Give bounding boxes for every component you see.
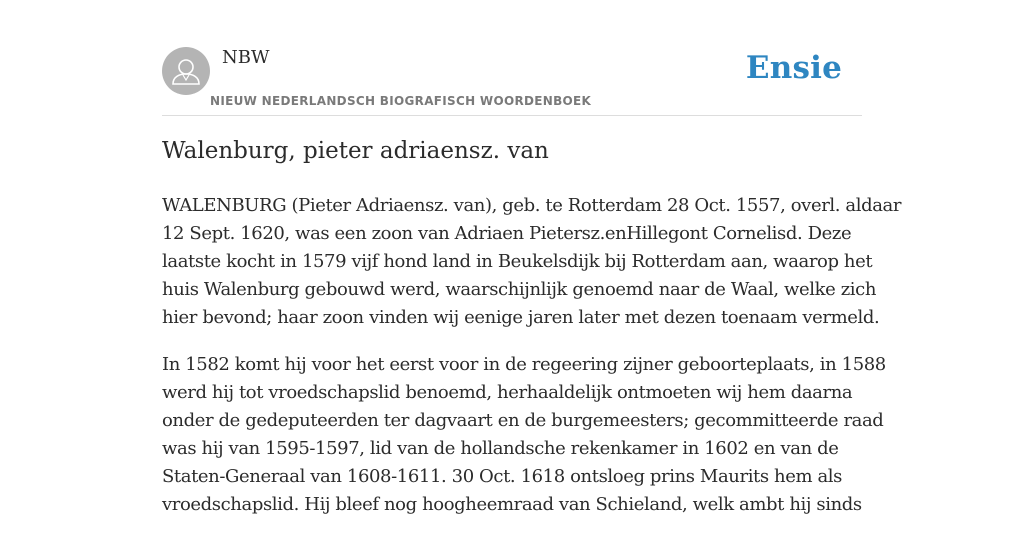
article-paragraph [162,192,902,332]
paragraph-line: Staten-Generaal van 1608-1611. 30 Oct. 1618 ontsloeg prins Maurits hem als [162,466,843,487]
paragraph-line: In 1582 komt hij voor het eerst voor in de regeering zijner geboorteplaats, in 1588 [162,354,886,375]
article-paragraph [162,351,886,519]
paragraph-line: WALENBURG (Pieter Adriaensz. van), geb. te Rotterdam 28 Oct. 1557, overl. aldaar [162,195,902,216]
ensie-logo[interactable]: Ensie [745,50,842,86]
paragraph-line: was hij van 1595-1597, lid van de hollandsche rekenkamer in 1602 en van de [162,438,839,459]
paragraph-line: laatste kocht in 1579 vijf hond land in Beukelsdijk bij Rotterdam aan, waarop het [162,251,873,272]
article-body [162,192,902,538]
paragraph-line: onder de gedeputeerden ter dagvaart en de burgemeesters; gecommitteerde raad [162,410,884,431]
paragraph-line: werd hij tot vroedschapslid benoemd, herhaaldelijk ontmoeten wij hem daarna [162,382,853,403]
user-silhouette-icon[interactable] [162,47,210,95]
source-subtitle: NIEUW NEDERLANDSCH BIOGRAFISCH WOORDENBOEK [210,94,592,108]
paragraph-line: huis Walenburg gebouwd werd, waarschijnlijk genoemd naar de Waal, welke zich [162,279,877,300]
source-header [162,40,862,116]
paragraph-line: 12 Sept. 1620, was een zoon van Adriaen Pietersz.enHillegont Cornelisd. Deze [162,223,852,244]
source-name[interactable]: NBW [222,47,270,68]
paragraph-line: vroedschapslid. Hij bleef nog hoogheemraad van Schieland, welk ambt hij sinds [162,494,862,515]
article-title: Walenburg, pieter adriaensz. van [162,138,549,164]
paragraph-line: hier bevond; haar zoon vinden wij eenige jaren later met dezen toenaam vermeld. [162,307,880,328]
